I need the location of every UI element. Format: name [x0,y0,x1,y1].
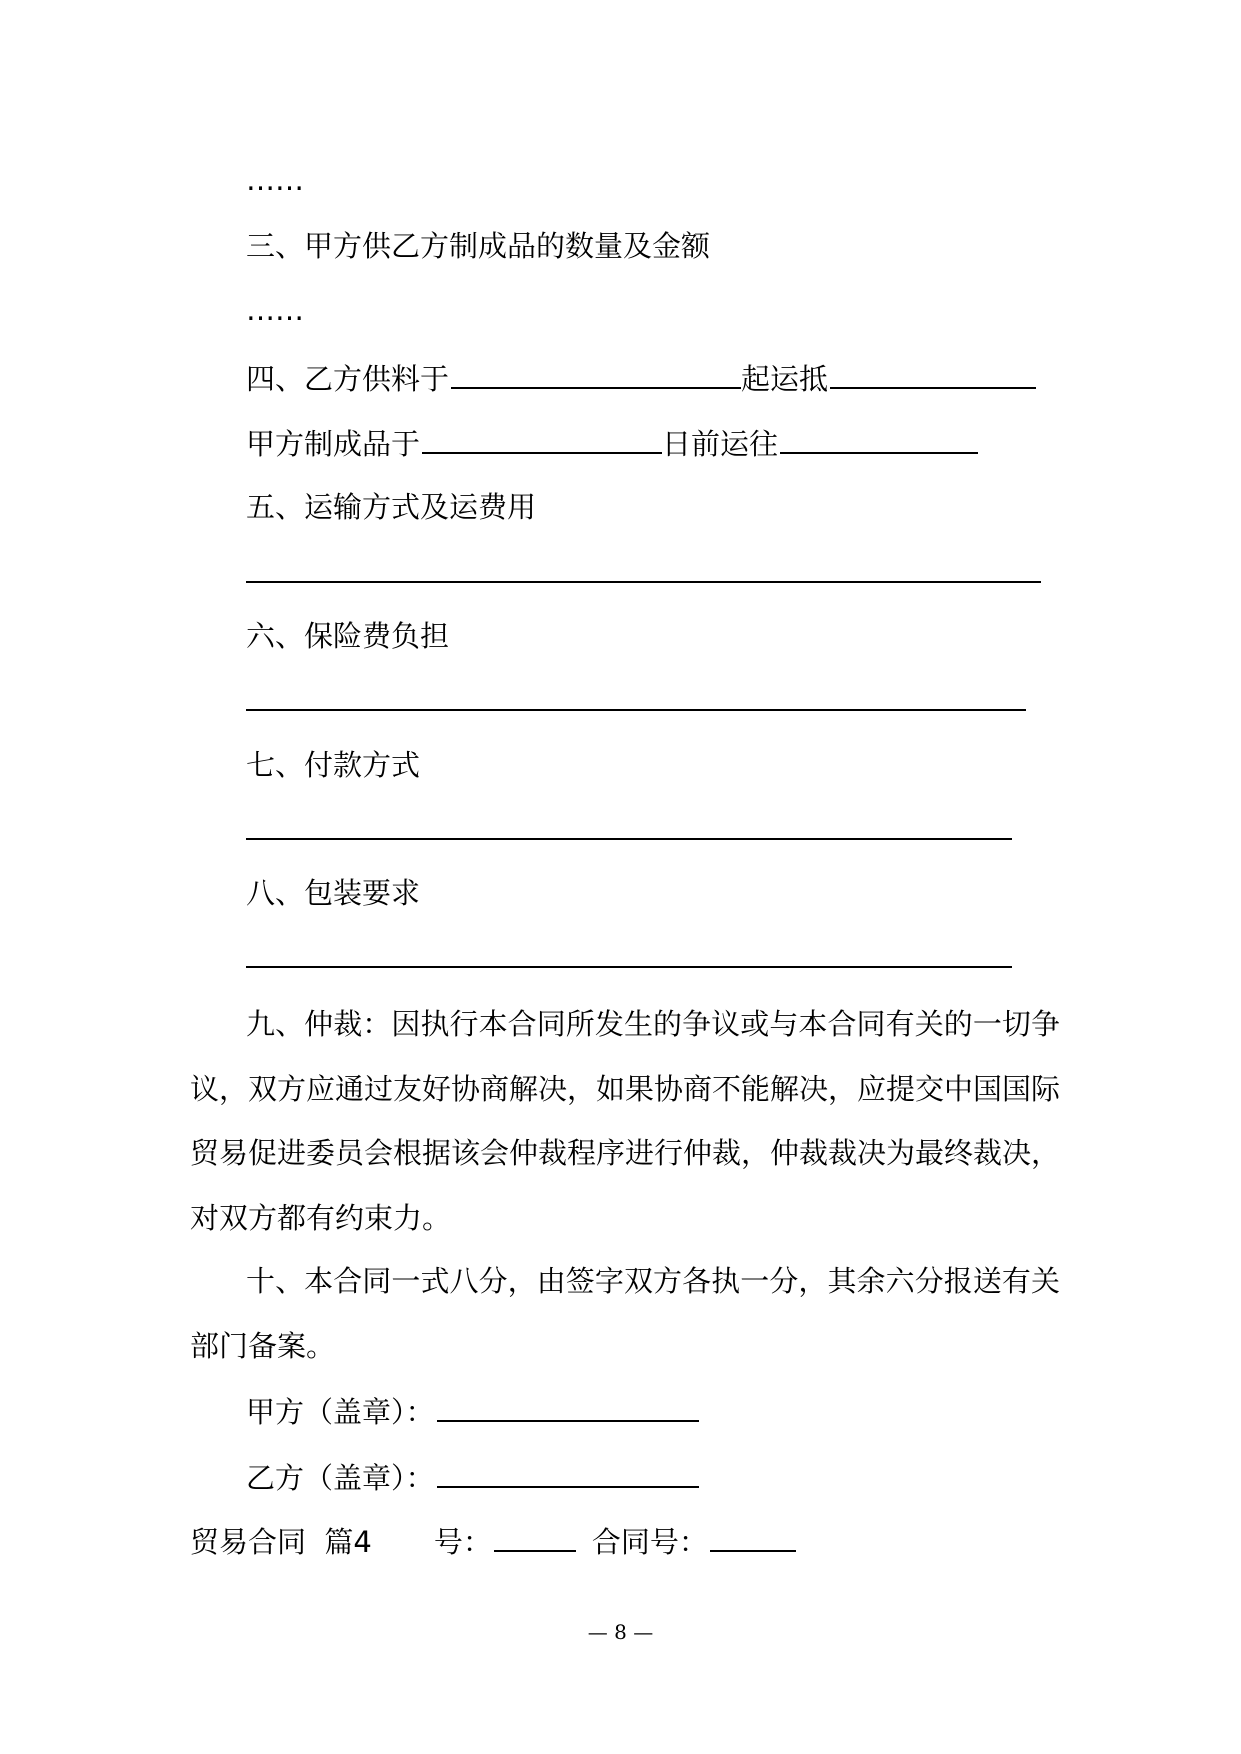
ellipsis: …… [246,293,304,327]
section-4-text: 甲方制成品于 [246,427,421,461]
section-4-text: 起运抵 [741,362,829,396]
next-contract-header [190,1520,796,1562]
section-4-line-2 [246,422,978,464]
fill-in-blank[interactable] [422,422,662,454]
next-contract-title: 贸易合同 篇4 [190,1525,372,1559]
fill-in-line[interactable] [246,966,1012,968]
contract-number-blank[interactable] [710,1520,796,1552]
fill-in-blank[interactable] [830,357,1036,389]
party-a-label: 甲方（盖章）： [246,1395,435,1429]
section-9-arbitration: 九、仲裁：因执行本合同所发生的争议或与本合同有关的一切争议，双方应通过友好协商解决，如果协商不能解决，应提交中国国际贸易促进委员会根据该会仲裁程序进行仲裁，仲裁裁决为最终裁决，对双方都有约束力。 [190,1007,1061,1235]
section-3-heading: 三、甲方供乙方制成品的数量及金额 [246,229,711,263]
section-8-heading: 八、包装要求 [246,876,421,910]
section-4-text: 日前运往 [662,427,779,461]
fill-in-line[interactable] [246,838,1012,840]
party-b-signature [246,1456,699,1498]
section-6-heading: 六、保险费负担 [246,619,450,653]
fill-in-line[interactable] [246,709,1026,711]
section-4-text: 四、乙方供料于 [246,362,450,396]
section-10-copies: 十、本合同一式八分，由签字双方各执一分，其余六分报送有关部门备案。 [190,1264,1060,1363]
party-a-signature-blank[interactable] [437,1390,699,1422]
fill-in-line[interactable] [246,581,1041,583]
page-number: — 8 — [587,1620,654,1644]
ellipsis: …… [246,163,304,197]
party-a-signature [246,1390,699,1432]
section-4-line-1 [246,357,1036,399]
party-b-label: 乙方（盖章）： [246,1461,435,1495]
contract-number-label: 合同号： [591,1525,708,1559]
section-5-heading: 五、运输方式及运费用 [246,490,537,524]
fill-in-blank[interactable] [451,357,741,389]
fill-in-blank[interactable] [780,422,978,454]
number-label: 号： [433,1525,492,1559]
party-b-signature-blank[interactable] [437,1456,699,1488]
section-7-heading: 七、付款方式 [246,748,421,782]
number-blank[interactable] [494,1520,576,1552]
